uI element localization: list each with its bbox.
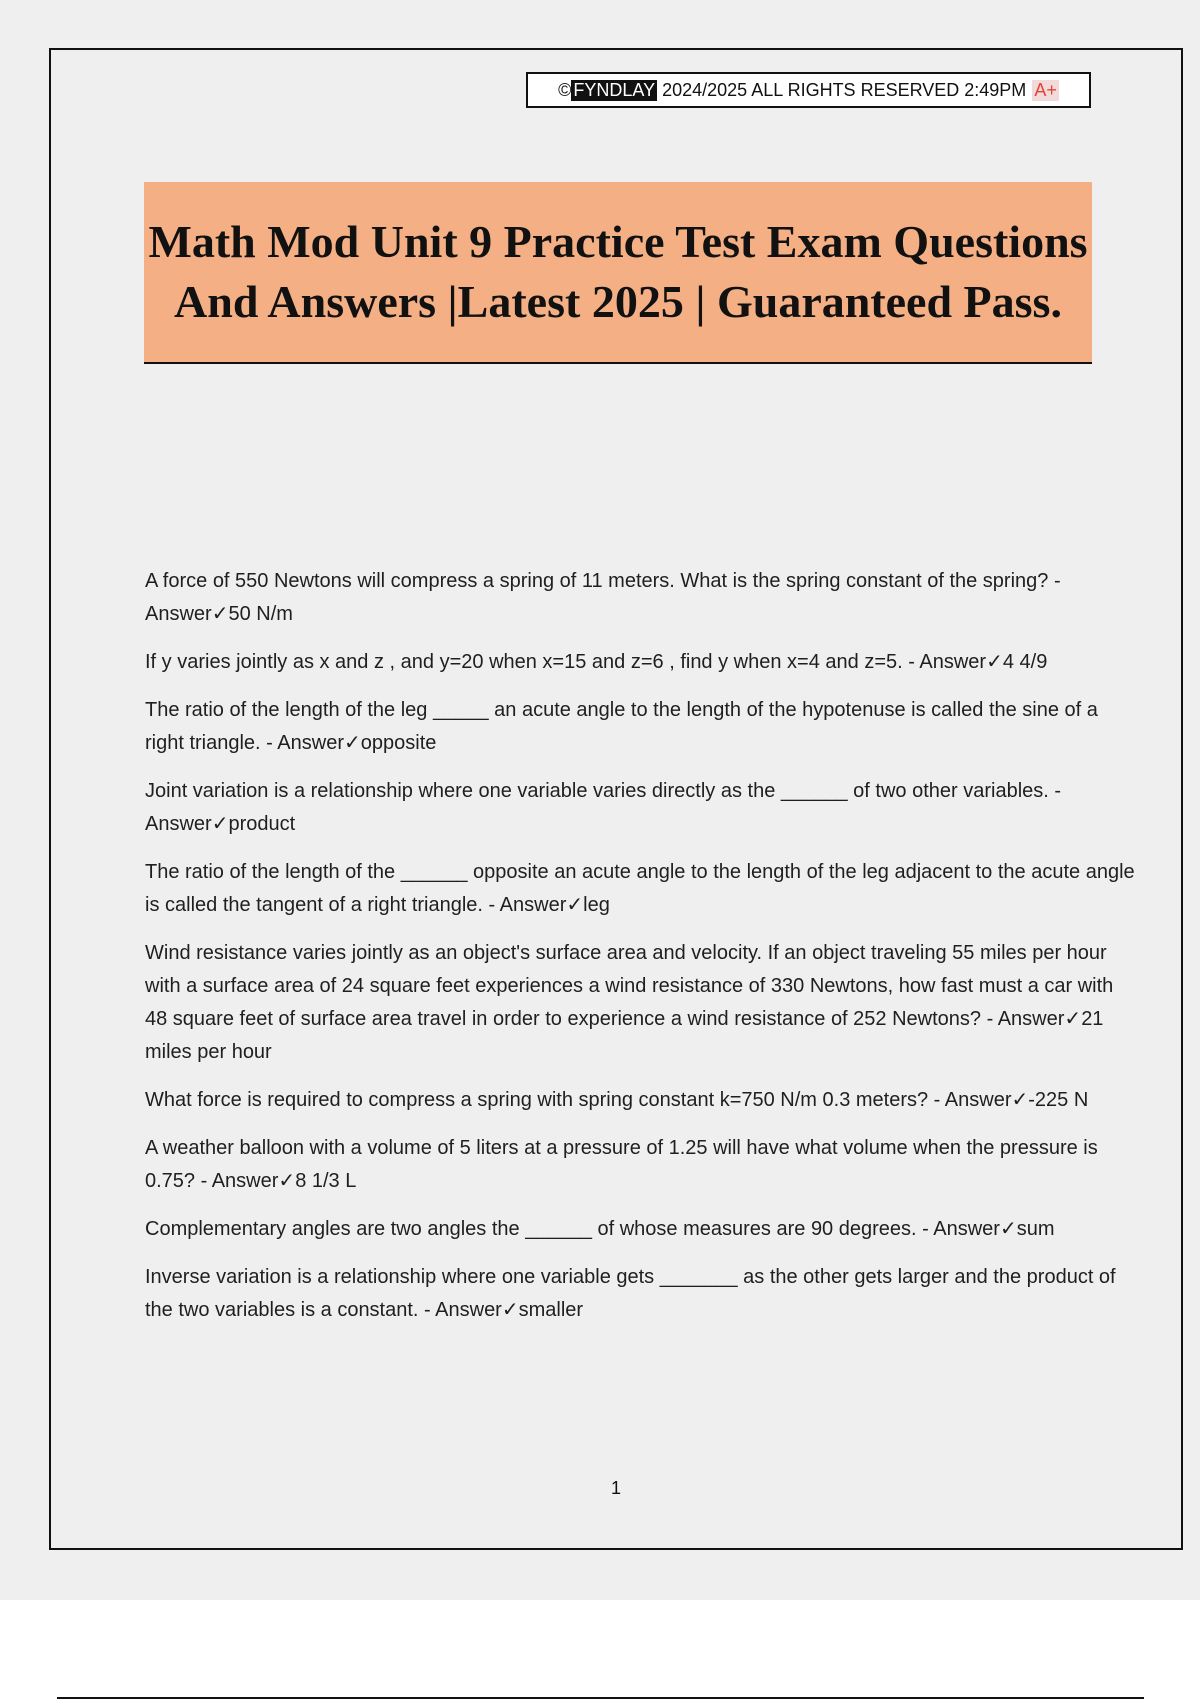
qa-item — [145, 1213, 1135, 1246]
qa-item — [145, 1084, 1135, 1117]
grade-badge: A+ — [1034, 79, 1057, 100]
question-text: The ratio of the length of the ______ opposite an acute angle to the length of the leg adjacent to the acute angle is called the tangent of a right triangle. - — [145, 861, 1135, 916]
qa-list — [145, 565, 1135, 1342]
checkmark-icon: ✓ — [1011, 1089, 1029, 1111]
copyright-symbol: © — [558, 79, 572, 100]
qa-item — [145, 565, 1135, 631]
page-border-frame — [49, 48, 1183, 1550]
checkmark-icon: ✓ — [999, 1218, 1017, 1240]
qa-item — [145, 694, 1135, 760]
page-number: 1 — [610, 1478, 621, 1498]
answer-text: smaller — [518, 1299, 584, 1321]
qa-item — [145, 1132, 1135, 1198]
checkmark-icon: ✓ — [211, 813, 229, 835]
qa-item — [145, 856, 1135, 922]
question-text: Wind resistance varies jointly as an object's surface area and velocity. If an object traveling 55 miles per hour with a surface area of 24 square feet experiences a wind resistance of 330 Newtons, how fast must a car with 48 square feet of surface area travel in order to experience a wind resistance of 252 Newtons? - — [145, 942, 1114, 1030]
answer-label: Answer — [211, 1170, 279, 1192]
answer-label: Answer — [277, 732, 344, 754]
checkmark-icon: ✓ — [986, 651, 1003, 673]
answer-text: product — [228, 813, 296, 835]
answer-label: Answer — [499, 894, 567, 916]
checkmark-icon: ✓ — [278, 1170, 296, 1192]
answer-text: -225 N — [1028, 1089, 1089, 1111]
answer-label: Answer — [997, 1008, 1065, 1030]
question-text: If y varies jointly as x and z , and y=20 when x=15 and z=6 , find y when x=4 and z=5. - — [145, 651, 920, 673]
question-text: Complementary angles are two angles the ______ of whose measures are 90 degrees. - — [145, 1218, 934, 1240]
answer-label: Answer — [944, 1089, 1012, 1111]
title-banner — [144, 182, 1092, 364]
answer-label: Answer — [145, 813, 212, 835]
checkmark-icon: ✓ — [501, 1299, 519, 1321]
question-text: What force is required to compress a spring with spring constant k=750 N/m 0.3 meters? - — [145, 1089, 945, 1111]
answer-label: Answer — [435, 1299, 502, 1321]
answer-text: 50 N/m — [228, 603, 293, 625]
qa-item — [145, 1261, 1135, 1327]
question-text: Inverse variation is a relationship where one variable gets _______ as the other gets larger and the product of the two variables is a constant. - — [145, 1266, 1116, 1321]
copyright-owner: FYNDLAY — [573, 79, 656, 100]
answer-text: 21 miles per hour — [145, 1008, 1104, 1063]
copyright-header — [526, 72, 1091, 108]
qa-item — [145, 646, 1135, 679]
qa-item — [145, 937, 1135, 1069]
question-text: The ratio of the length of the leg _____ an acute angle to the length of the hypotenuse is called the sine of a right triangle. - — [145, 699, 1098, 754]
answer-text: 8 1/3 L — [295, 1170, 357, 1192]
document-title: Math Mod Unit 9 Practice Test Exam Questions And Answers |Latest 2025 | Guaranteed Pass. — [148, 216, 1088, 327]
copyright-text: 2024/2025 ALL RIGHTS RESERVED 2:49PM — [662, 79, 1027, 100]
question-text: Joint variation is a relationship where one variable varies directly as the ______ of two other variables. - — [145, 780, 1062, 802]
checkmark-icon: ✓ — [344, 732, 361, 754]
checkmark-icon: ✓ — [566, 894, 584, 916]
answer-text: opposite — [360, 732, 437, 754]
answer-label: Answer — [145, 603, 212, 625]
qa-item — [145, 775, 1135, 841]
question-text: A weather balloon with a volume of 5 liters at a pressure of 1.25 will have what volume when the pressure is 0.75? - — [145, 1137, 1098, 1192]
question-text: A force of 550 Newtons will compress a spring of 11 meters. What is the spring constant of the spring? - — [145, 570, 1061, 592]
answer-text: leg — [583, 894, 610, 916]
checkmark-icon: ✓ — [211, 603, 229, 625]
checkmark-icon: ✓ — [1064, 1008, 1082, 1030]
next-page-divider — [57, 1697, 1144, 1699]
answer-label: Answer — [933, 1218, 1000, 1240]
answer-text: 4 4/9 — [1002, 651, 1048, 673]
answer-label: Answer — [919, 651, 987, 673]
answer-text: sum — [1016, 1218, 1055, 1240]
